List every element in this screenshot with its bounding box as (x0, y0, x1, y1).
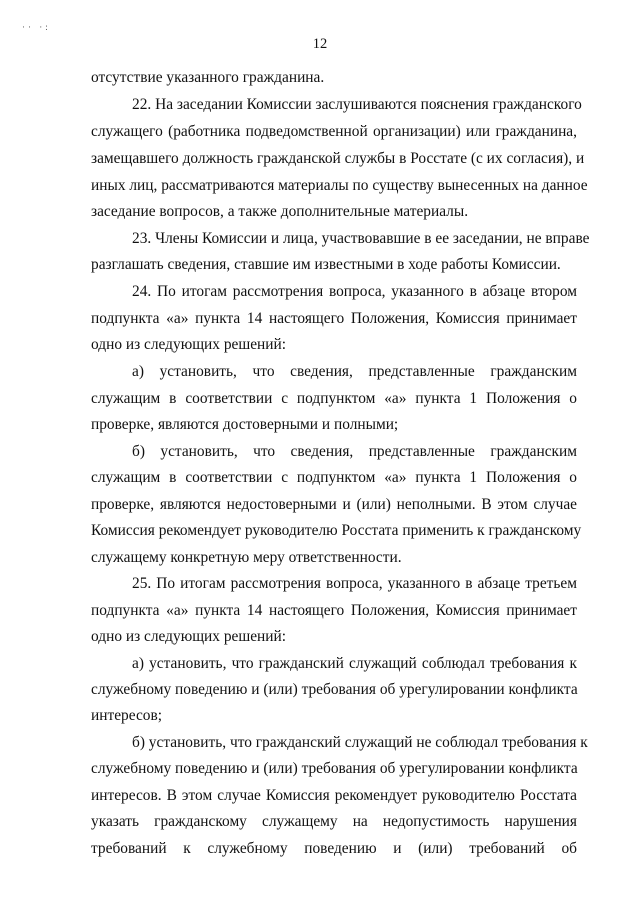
text-line: служебному поведению и (или) требования об урегулировании конфликта (91, 760, 578, 777)
text-line: подпункта «а» пункта 14 настоящего Положения, Комиссия принимает (91, 310, 577, 327)
text-line: 23. Члены Комиссии и лица, участвовавшие в ее заседании, не вправе (132, 230, 590, 247)
text-line: 24. По итогам рассмотрения вопроса, указанного в абзаце втором (132, 283, 577, 300)
scan-specks: ·· ·: (22, 22, 51, 32)
text-line: б) установить, что гражданский служащий не соблюдал требования к (132, 734, 588, 751)
text-line: служащим в соответствии с подпунктом «а» пункта 1 Положения о (91, 469, 577, 486)
text-line: подпункта «а» пункта 14 настоящего Положения, Комиссия принимает (91, 602, 577, 619)
text-line: 25. По итогам рассмотрения вопроса, указанного в абзаце третьем (132, 575, 577, 592)
text-line: заседание вопросов, а также дополнительные материалы. (91, 203, 469, 220)
text-line: одно из следующих решений: (91, 628, 287, 645)
page-number: 12 (312, 36, 328, 52)
text-line: а) установить, что гражданский служащий соблюдал требования к (132, 655, 577, 672)
text-line: замещавшего должность гражданской службы в Росстате (с их согласия), и (91, 150, 585, 167)
text-line: одно из следующих решений: (91, 336, 287, 353)
text-line: проверке, являются недостоверными и (или) неполными. В этом случае (91, 496, 577, 513)
text-line: отсутствие указанного гражданина. (91, 69, 325, 86)
text-line: б) установить, что сведения, представленные гражданским (132, 443, 577, 460)
text-line: служащим в соответствии с подпунктом «а» пункта 1 Положения о (91, 390, 577, 407)
text-line: 22. На заседании Комиссии заслушиваются пояснения гражданского (132, 96, 582, 113)
text-line: проверке, являются достоверными и полными; (91, 416, 399, 433)
text-line: служебному поведению и (или) требования об урегулировании конфликта (91, 681, 578, 698)
text-line: Комиссия рекомендует руководителю Росстата применить к гражданскому (91, 522, 582, 539)
text-line: требований к служебному поведению и (или) требований об (91, 840, 577, 857)
text-line: служащего (работника подведомственной организации) или гражданина, (91, 123, 577, 140)
text-line: указать гражданскому служащему на недопустимость нарушения (91, 813, 577, 830)
text-line: интересов; (91, 707, 163, 724)
text-line: разглашать сведения, ставшие им известными в ходе работы Комиссии. (91, 256, 561, 273)
text-line: иных лиц, рассматриваются материалы по существу вынесенных на данное (91, 177, 588, 194)
text-line: служащему конкретную меру ответственности. (91, 549, 402, 566)
text-line: а) установить, что сведения, представленные гражданским (132, 363, 577, 380)
text-line: интересов. В этом случае Комиссия рекомендует руководителю Росстата (91, 787, 577, 804)
